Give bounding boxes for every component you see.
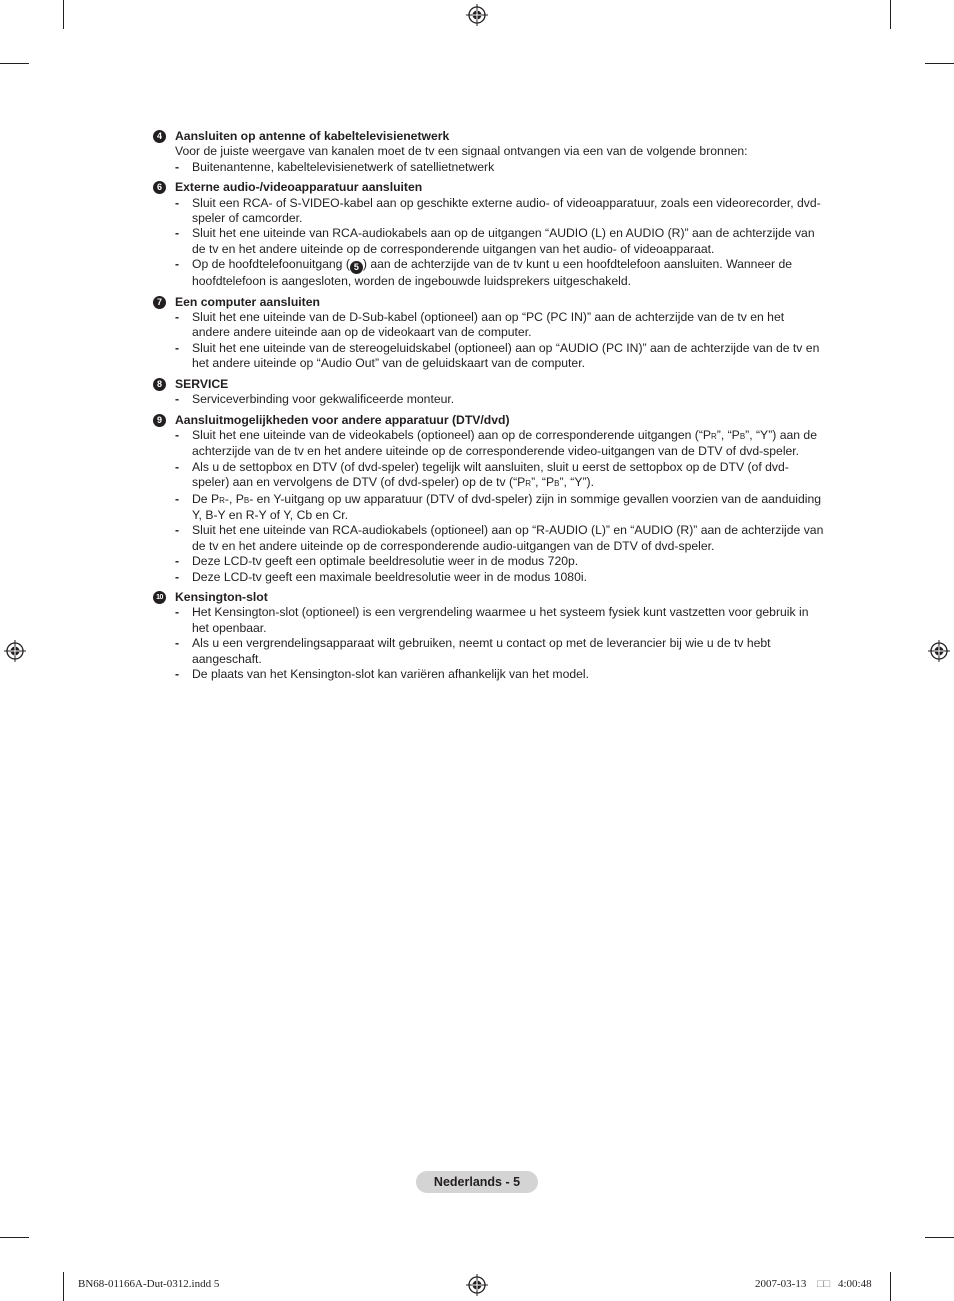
text-fragment: ”, “P bbox=[716, 427, 740, 442]
list-item-text: Sluit het ene uiteinde van de D-Sub-kabel (optioneel) aan op “PC (PC IN)” aan de achterzijde van de tv en het andere andere uiteinde aan op de videokaart van de computer. bbox=[192, 310, 785, 340]
section-heading bbox=[153, 180, 825, 195]
registration-mark-icon bbox=[928, 640, 950, 662]
section-heading bbox=[153, 129, 825, 144]
headphone-number-badge: 5 bbox=[350, 261, 363, 274]
list-item-text bbox=[192, 428, 825, 460]
section-title: Kensington-slot bbox=[175, 589, 268, 604]
crop-mark-icon bbox=[890, 0, 891, 29]
text-fragment: De P bbox=[192, 491, 220, 506]
crop-mark-icon bbox=[0, 63, 29, 64]
bullet-dash: - bbox=[175, 195, 180, 210]
bullet-dash: - bbox=[175, 159, 180, 174]
slug-time: 4:00:48 bbox=[838, 1278, 872, 1290]
section-number-badge: 8 bbox=[153, 378, 166, 391]
section-heading bbox=[153, 413, 825, 428]
list-item bbox=[175, 257, 825, 289]
list-item-text: Sluit het ene uiteinde van RCA-audiokabels (optioneel) aan op “R-AUDIO (L)” en “AUDIO (R)” aan de achterzijde van de tv en het andere uiteinde op de corresponderende audio-uitgangen van de DTV of dvd-speler. bbox=[192, 523, 824, 553]
text-fragment: -, P bbox=[224, 491, 244, 506]
crop-mark-icon bbox=[925, 63, 954, 64]
crop-mark-icon bbox=[925, 1237, 954, 1238]
subscript-r: R bbox=[711, 431, 717, 441]
list-item-text bbox=[192, 257, 825, 289]
section-title: Een computer aansluiten bbox=[175, 294, 320, 309]
text-fragment: Sluit het ene uiteinde van de videokabels (optioneel) aan op de corresponderende uitgangen (“P bbox=[192, 427, 712, 442]
bullet-dash: - bbox=[175, 491, 180, 506]
section-number-badge: 6 bbox=[153, 181, 166, 194]
list-item-text: Als u een vergrendelingsapparaat wilt gebruiken, neemt u contact op met de leverancier bij wie u de tv hebt aangeschaft. bbox=[192, 636, 771, 666]
list-item bbox=[175, 492, 825, 524]
text-fragment: - en Y-uitgang op uw apparatuur (DTV of dvd-speler) zijn in sommige gevallen voorzien van de aanduiding Y, B-Y en R-Y of Y, Cb en Cr. bbox=[192, 491, 821, 522]
section-service bbox=[153, 377, 825, 408]
subscript-b: B bbox=[243, 495, 250, 505]
list-item-text: Deze LCD-tv geeft een maximale beeldresolutie weer in de modus 1080i. bbox=[192, 569, 587, 584]
list-item bbox=[175, 554, 825, 569]
list-item bbox=[175, 636, 825, 667]
bullet-dash: - bbox=[175, 667, 180, 681]
text-fragment: Op de hoofdtelefoonuitgang ( bbox=[192, 257, 350, 272]
page-number-label: Nederlands - 5 bbox=[416, 1171, 538, 1193]
slug-glyphs: □□ bbox=[817, 1278, 831, 1290]
text-fragment: ”, “P bbox=[531, 475, 555, 490]
bullet-dash: - bbox=[175, 340, 180, 355]
list-item-text: Buitenantenne, kabeltelevisienetwerk of satellietnetwerk bbox=[192, 159, 495, 174]
bullet-dash: - bbox=[175, 605, 180, 620]
slug-date: 2007-03-13 bbox=[755, 1278, 807, 1290]
subscript-r: R bbox=[525, 479, 532, 489]
list-item-text bbox=[192, 460, 825, 492]
bullet-dash: - bbox=[175, 226, 180, 241]
bullet-dash: - bbox=[175, 427, 180, 442]
list-item-text: Deze LCD-tv geeft een optimale beeldresolutie weer in de modus 720p. bbox=[192, 554, 579, 569]
list-item bbox=[175, 667, 825, 682]
registration-mark-icon bbox=[466, 4, 488, 26]
section-antenna bbox=[153, 129, 825, 175]
crop-mark-icon bbox=[63, 1272, 64, 1301]
list-item bbox=[175, 460, 825, 492]
list-item bbox=[175, 392, 825, 407]
list-item-text: Sluit een RCA- of S-VIDEO-kabel aan op geschikte externe audio- of videoapparatuur, zoals een videorecorder, dvd-speler of camcorder. bbox=[192, 195, 821, 226]
list-item-text: De plaats van het Kensington-slot kan variëren afhankelijk van het model. bbox=[192, 667, 590, 681]
bullet-dash: - bbox=[175, 636, 180, 651]
manual-content bbox=[153, 129, 825, 687]
list-item bbox=[175, 341, 825, 372]
section-title: Externe audio-/videoapparatuur aansluiten bbox=[175, 180, 423, 195]
registration-mark-icon bbox=[4, 640, 26, 662]
section-number-badge: 10 bbox=[153, 591, 166, 604]
subscript-b: B bbox=[554, 479, 560, 489]
list-item bbox=[175, 523, 825, 554]
bullet-dash: - bbox=[175, 523, 180, 538]
list-item-text: Sluit het ene uiteinde van de stereogeluidskabel (optioneel) aan op “AUDIO (PC IN)” aan de achterzijde van de tv en het andere uiteinde op “Audio Out” van de geluidskaart van de computer. bbox=[192, 340, 820, 371]
list-item bbox=[175, 226, 825, 257]
bullet-dash: - bbox=[175, 310, 180, 325]
section-title: SERVICE bbox=[175, 376, 229, 391]
list-item bbox=[175, 605, 825, 636]
text-fragment: ) aan de achterzijde van de tv kunt u een hoofdtelefoon aansluiten. Wanneer de hoofdtelefoon is aangesloten, worden de ingebouwde luidsprekers uitgeschakeld. bbox=[192, 257, 793, 289]
bullet-dash: - bbox=[175, 257, 180, 272]
slug-filename: BN68-01166A-Dut-0312.indd 5 bbox=[78, 1278, 220, 1290]
section-dtv-dvd bbox=[153, 413, 825, 585]
section-title: Aansluiten op antenne of kabeltelevisienetwerk bbox=[175, 129, 450, 143]
list-item-text: Sluit het ene uiteinde van RCA-audiokabels aan op de uitgangen “AUDIO (L) en AUDIO (R)” aan de achterzijde van de tv en het andere uiteinde op de corresponderende uitgangen van het audio- of videoapparaat. bbox=[192, 226, 815, 256]
section-external-av bbox=[153, 180, 825, 289]
text-fragment: ”, “Y”) aan de achterzijde van de tv en het andere uiteinde op de corresponderende video-uitgangen van de DTV of dvd-speler. bbox=[192, 427, 817, 459]
section-computer bbox=[153, 295, 825, 372]
bullet-dash: - bbox=[175, 392, 180, 407]
bullet-dash: - bbox=[175, 554, 180, 569]
section-number-badge: 4 bbox=[153, 130, 166, 143]
bullet-dash: - bbox=[175, 459, 180, 474]
subscript-b: B bbox=[739, 431, 746, 441]
crop-mark-icon bbox=[63, 0, 64, 29]
list-item bbox=[175, 310, 825, 341]
section-heading bbox=[153, 590, 825, 605]
section-number-badge: 9 bbox=[153, 414, 166, 427]
section-kensington bbox=[153, 590, 825, 682]
registration-mark-icon bbox=[466, 1274, 488, 1296]
section-title: Aansluitmogelijkheden voor andere apparatuur (DTV/dvd) bbox=[175, 412, 510, 427]
text-fragment: ”, “Y”). bbox=[559, 475, 594, 490]
text-fragment: Als u de settopbox en DTV (of dvd-speler) tegelijk wilt aansluiten, sluit u eerst de settopbox op de DTV (of dvd-speler) aan en vervolgens de DTV (of dvd-speler) op de tv (“P bbox=[192, 459, 789, 490]
crop-mark-icon bbox=[0, 1237, 29, 1238]
section-heading bbox=[153, 295, 825, 310]
list-item bbox=[175, 428, 825, 460]
section-number-badge: 7 bbox=[153, 296, 166, 309]
subscript-r: R bbox=[219, 495, 225, 505]
section-heading bbox=[153, 377, 825, 392]
bullet-dash: - bbox=[175, 569, 180, 584]
section-intro: Voor de juiste weergave van kanalen moet de tv een signaal ontvangen via een van de volgende bronnen: bbox=[175, 144, 748, 159]
list-item-text: Serviceverbinding voor gekwalificeerde monteur. bbox=[192, 392, 455, 407]
list-item bbox=[175, 160, 825, 175]
crop-mark-icon bbox=[890, 1272, 891, 1301]
list-item-text bbox=[192, 492, 825, 524]
list-item-text: Het Kensington-slot (optioneel) is een vergrendeling waarmee u het systeem fysiek kunt vastzetten voor gebruik in het openbaar. bbox=[192, 605, 809, 635]
list-item bbox=[175, 196, 825, 227]
list-item bbox=[175, 570, 825, 585]
